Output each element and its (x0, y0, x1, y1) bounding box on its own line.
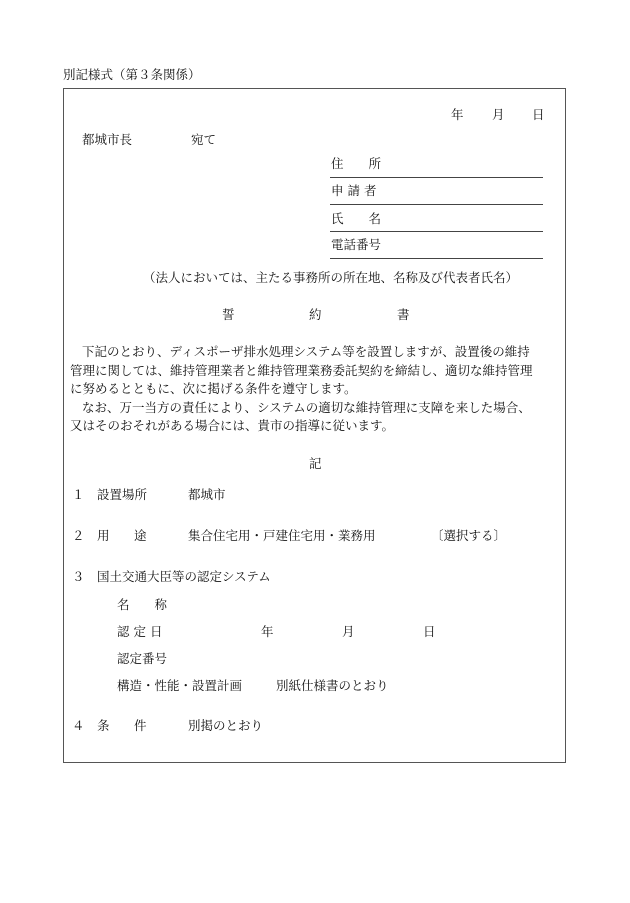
address-field-line (330, 177, 543, 178)
item-4-number: ４ (72, 718, 85, 733)
title-char-2: 約 (309, 307, 322, 322)
form-label: 別記様式（第３条関係） (63, 67, 201, 82)
title-char-3: 書 (397, 307, 410, 322)
date-day-label: 日 (532, 107, 545, 122)
phone-field-label: 電話番号 (331, 237, 382, 252)
item-3-plan-value: 別紙仕様書のとおり (276, 678, 389, 693)
item-3-cert-label: 認定番号 (117, 651, 168, 666)
item-2-label-a: 用 (97, 528, 110, 543)
body-line: 管理に関しては、維持管理業者と維持管理業務委託契約を締結し、適切な維持管理 (70, 362, 533, 378)
body-line: なお、万一当方の責任により、システムの適切な維持管理に支障を来した場合、 (82, 399, 531, 415)
applicant-field-label: 申 請 者 (331, 183, 377, 198)
applicant-field-line (330, 204, 543, 205)
item-2-note: 〔選択する〕 (431, 528, 507, 543)
item-3-date-label: 認 定 日 (117, 624, 163, 639)
item-3-name-label: 名 称 (117, 597, 168, 612)
item-3-date-day: 日 (423, 624, 436, 639)
address-field-label: 住 所 (331, 156, 382, 171)
item-2-number: ２ (72, 528, 85, 543)
item-3-date-month: 月 (342, 624, 355, 639)
date-year-label: 年 (451, 107, 464, 122)
item-1-label: 設置場所 (97, 487, 148, 502)
date-month-label: 月 (492, 107, 505, 122)
item-4-label-b: 件 (134, 718, 147, 733)
name-field-label: 氏 名 (331, 211, 382, 226)
item-2-label-b: 途 (134, 528, 147, 543)
item-4-value: 別掲のとおり (188, 718, 264, 733)
phone-field-line (330, 258, 543, 259)
name-field-line (330, 231, 543, 232)
ki-heading: 記 (309, 456, 322, 471)
addressee-honorific: 宛て (191, 132, 217, 147)
item-4-label-a: 条 (97, 718, 110, 733)
body-line: 下記のとおり、ディスポーザ排水処理システム等を設置しますが、設置後の維持 (82, 344, 530, 359)
item-3-plan-label: 構造・性能・設置計画 (117, 678, 243, 693)
item-3-number: ３ (72, 569, 85, 584)
body-line: に努めるとともに、次に掲げる条件を遵守します。 (70, 381, 357, 396)
body-paragraph-1 (70, 343, 562, 436)
title-char-1: 誓 (222, 307, 235, 322)
corporate-note: （法人においては、主たる事務所の所在地、名称及び代表者氏名） (143, 270, 519, 285)
item-1-number: １ (72, 487, 85, 502)
item-3-date-year: 年 (261, 624, 274, 639)
body-line: 又はそのおそれがある場合には、貴市の指導に従います。 (70, 418, 395, 433)
addressee-name: 都城市長 (82, 132, 133, 147)
item-2-value: 集合住宅用・戸建住宅用・業務用 (188, 528, 376, 543)
item-3-label: 国土交通大臣等の認定システム (97, 569, 271, 584)
item-1-value: 都城市 (188, 487, 226, 502)
